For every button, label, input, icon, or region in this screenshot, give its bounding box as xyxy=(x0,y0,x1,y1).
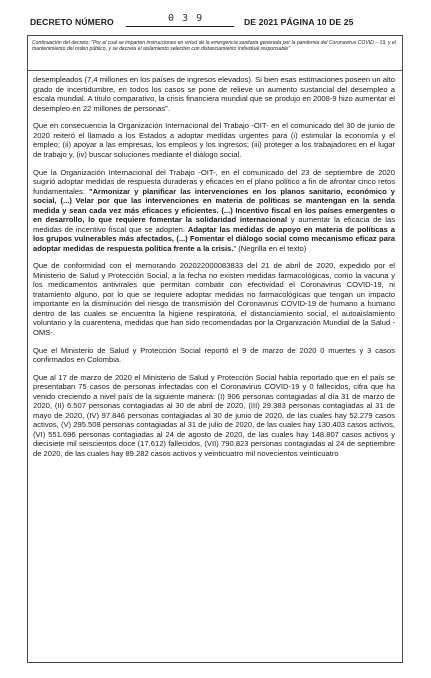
text-segment: Que la Organización Internacional del Trabajo -OIT-, en el comunicado del 23 de septiembre de 2020 sugirió adoptar medidas de respuesta duraderas y eficaces en el plano político a fin de afrontar cinco retos fundamentales: xyxy=(33,167,395,196)
paragraph-p2 xyxy=(33,121,395,159)
text-segment: Que el Ministerio de Salud y Protección Social reportó el 9 de marzo de 2020 0 muertes y 3 casos confirmados en Colombia. xyxy=(33,345,395,365)
text-segment: Que en consecuencia la Organización Internacional del Trabajo -OIT- en el comunicado del 30 de junio de 2020 reiteró el llamado a los Estados a adoptar medidas urgentes para (i) estimular la economía y el empleo; (ii) apoyar a las empresas, los empleos y los ingresos; (iii) proteger a los trabajadores en el lugar de trabajo y, (iv) buscar soluciones mediante el diálogo social. xyxy=(33,121,395,159)
page-header xyxy=(30,13,400,30)
bold-text-segment: "Armonizar y planificar las intervenciones en los planos sanitario, económico y social, (...) Velar por que las intervenciones en materia de políticas se mantengan en la senda medida y sean cada vez más eficaces y eficientes. (...) Incentivo fiscal en los países emergentes o en desarrollo, lo que requiere fomentar la solidaridad internacional xyxy=(33,186,395,225)
decree-label: DECRETO NÚMERO xyxy=(30,17,114,27)
continuation-note: Continuación del decreto: "Por el cual se imparten instrucciones en virtud de la emergencia sanitaria generada por la pandemia del Coronavirus COVID – 19, y el mantenimiento del orden público, y se decreta el aislamiento selectivo con distanciamiento individual responsable" xyxy=(32,40,396,53)
bold-text-segment: Adaptar las medidas de apoyo en materia de políticas a los grupos vulnerables más afectados, (...) Fomentar el diálogo social como mecanismo eficaz para adoptar medidas de respuesta política frente a la crisis. xyxy=(33,224,395,253)
paragraph-p3 xyxy=(33,168,395,254)
paragraph-p6 xyxy=(33,373,395,459)
paragraph-p4 xyxy=(33,261,395,337)
text-segment: y aumentar la eficacia de las medidas de incentivo fiscal que se adopten. xyxy=(33,215,395,234)
year-page-label: DE 2021 PÁGINA 10 DE 25 xyxy=(244,17,354,27)
text-segment: Que de conformidad con el memorando 202022000083833 del 21 de abril de 2020, expedido por el Ministerio de Salud y Protección Social, a la fecha no existen medidas farmacológicas, como la vacuna y los medicamentos antivirales que permitan combatir con efectividad el Coronavirus COVID-19, ni tratamiento alguno, por lo que se requiere adoptar medidas no farmacológicas que tengan un impacto importante en la disminución del riesgo de transmisión del Coronavirus COVID-19 de humano a humano dentro de las cuales se encuentra la higiene respiratoria, el distanciamiento social, el autoaislamiento voluntario y la cuarentena, medidas que han sido recomendadas por la Organización Mundial de la Salud -OMS-. xyxy=(33,261,395,337)
paragraph-p5 xyxy=(33,346,395,365)
text-segment: desempleados (7,4 millones en los países de ingresos elevados). Si bien esas estimaciones poseen un alto grado de incertidumbre, en todos los casos se pone de relieve un aumento sustancial del desempleo a escala mundial. A título comparativo, la crisis financiera mundial que se produjo en 2008-9 hizo aumentar el desempleo en 22 millones de personas". xyxy=(33,75,395,113)
paragraph-p1 xyxy=(33,75,395,113)
decree-number: 0 3 9 xyxy=(168,13,204,24)
text-segment: " (Negrilla en el texto) xyxy=(233,243,307,253)
continuation-divider xyxy=(27,70,403,71)
decree-number-line xyxy=(126,26,234,27)
decree-body xyxy=(33,75,395,467)
text-segment: Que al 17 de marzo de 2020 el Ministerio de Salud y Protección Social había reportado que en el país se presentaban 75 casos de personas infectadas con el Coronavirus COVID-19 y 0 fallecidos, cifra que ha venido creciendo a nivel país de la siguiente manera: (I) 906 personas contagiadas al día 31 de marzo de 2020, (II) 6.507 personas contagiadas al 30 de abril de 2020, (III) 29.383 personas contagiadas al 31 de mayo de 2020, (IV) 97.846 personas contagiadas al 30 de junio de 2020, de las cuales hay 52.279 casos activos, (V) 295.508 personas contagiadas al 31 de julio de 2020, de las cuales hay 130.403 casos activos, (VI) 551.696 personas contagiadas al 24 de agosto de 2020, de las cuales hay 148.807 casos activos y diecisiete mil seiscientos doce (17.612) fallecidos, (VII) 790.823 personas contagiadas al 24 de septiembre de 2020, de las cuales hay 89.282 casos activos y veinticuatro mil novecientos veinticuatro xyxy=(33,372,395,458)
